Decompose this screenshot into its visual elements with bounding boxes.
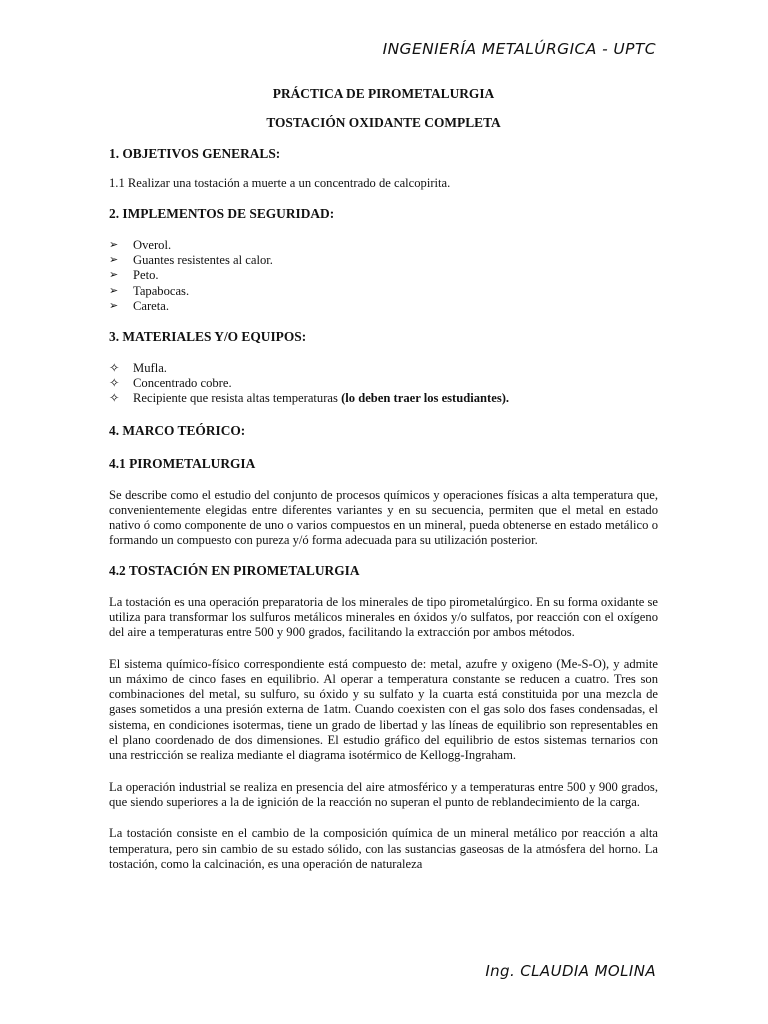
list-item bbox=[109, 238, 658, 253]
list-item-text: Recipiente que resista altas temperaturas bbox=[133, 391, 342, 406]
paragraph: La tostación consiste en el cambio de la composición química de un mineral metálico por reacción a alta temperatura, pero sin cambio de su estado sólido, con las sustancias gaseosas de la atmósfera del horno. La tostación, como la calcinación, es una operación de naturaleza bbox=[109, 826, 658, 871]
document-title: PRÁCTICA DE PIROMETALURGIA bbox=[272, 86, 495, 101]
running-footer: Ing. CLAUDIA MOLINA bbox=[485, 962, 656, 980]
section-heading-marco-teorico: 4. MARCO TEÓRICO: bbox=[109, 422, 246, 438]
document-subtitle: TOSTACIÓN OXIDANTE COMPLETA bbox=[266, 115, 501, 131]
list-item-text: Tapabocas. bbox=[133, 283, 190, 298]
list-item-text: Guantes resistentes al calor. bbox=[133, 253, 273, 268]
list-item bbox=[109, 268, 658, 283]
materiales-list bbox=[109, 361, 658, 407]
list-item bbox=[109, 253, 658, 268]
list-item-text: Concentrado cobre. bbox=[133, 376, 232, 391]
list-item bbox=[109, 361, 658, 376]
arrowhead-bullet-icon: ➢ bbox=[109, 284, 119, 297]
list-item bbox=[109, 376, 658, 391]
arrowhead-bullet-icon: ➢ bbox=[109, 299, 119, 312]
section-heading-pirometalurgia: 4.1 PIROMETALURGIA bbox=[109, 455, 256, 471]
seguridad-list bbox=[109, 238, 658, 314]
document-body bbox=[109, 86, 658, 872]
section-heading-materiales: 3. MATERIALES Y/O EQUIPOS: bbox=[109, 328, 307, 344]
section-heading-seguridad: 2. IMPLEMENTOS DE SEGURIDAD: bbox=[109, 205, 335, 221]
four-point-star-bullet-icon: ✧ bbox=[109, 376, 120, 391]
paragraph: El sistema químico-físico correspondiente está compuesto de: metal, azufre y oxigeno (Me-S-O), y admite un máximo de cinco fases en equilibrio. Al operar a temperatura constante se reducen a cuatro. Tres son combinaciones del metal, su sulfuro, su óxido y su sulfato y la cuarta está constituida por una mezcla de gases sometidos a una presión externa de 1atm. Cuando coexisten con el gas solo dos fases condensadas, el sistema, en condiciones isotermas, tiene un grado de libertad y las líneas de equilibrio son representables en el plano coordenado de dos dimensiones. El estudio gráfico del equilibrio de estos sistemas ternarios con una restricción se realiza mediante el diagrama isotérmico de Kellogg-Ingraham. bbox=[109, 656, 658, 763]
list-item-bold-note: (lo deben traer los estudiantes). bbox=[341, 391, 510, 406]
paragraph: Se describe como el estudio del conjunto de procesos químicos y operaciones físicas a alta temperatura que, convenientemente elegidas entre diferentes variantes y en su secuencia, permiten que el metal en estado nativo ó como componente de uno o varios compuestos en un mineral, pueda obtenerse en estado metálico o formando un compuesto con pureza y/ó forma adecuada para su utilización posterior. bbox=[109, 487, 658, 548]
arrowhead-bullet-icon: ➢ bbox=[109, 254, 119, 267]
paragraph: La operación industrial se realiza en presencia del aire atmosférico y a temperaturas entre 500 y 900 grados, que siendo superiores a la de ignición de la reacción no superan el punto de reblandecimiento de la carga. bbox=[109, 779, 658, 809]
section-heading-tostacion: 4.2 TOSTACIÓN EN PIROMETALURGIA bbox=[109, 562, 360, 578]
list-item bbox=[109, 299, 658, 314]
list-item bbox=[109, 391, 658, 406]
list-item bbox=[109, 284, 658, 299]
section-heading-objetivos: 1. OBJETIVOS GENERALS: bbox=[109, 145, 281, 161]
arrowhead-bullet-icon: ➢ bbox=[109, 269, 119, 282]
list-item-text: Mufla. bbox=[133, 360, 167, 375]
four-point-star-bullet-icon: ✧ bbox=[109, 360, 120, 375]
paragraph: La tostación es una operación preparatoria de los minerales de tipo pirometalúrgico. En su forma oxidante se utiliza para transformar los sulfuros metálicos minerales en óxidos y/o sulfatos, por reacción con el oxígeno del aire a temperaturas entre 500 y 900 grados, facilitando la extracción por ambos métodos. bbox=[109, 594, 658, 640]
list-item-text: Overol. bbox=[133, 237, 172, 252]
four-point-star-bullet-icon: ✧ bbox=[109, 391, 120, 406]
list-item-text: Careta. bbox=[133, 298, 170, 313]
running-header: INGENIERÍA METALÚRGICA - UPTC bbox=[382, 40, 656, 58]
list-item-text: Peto. bbox=[133, 268, 159, 283]
arrowhead-bullet-icon: ➢ bbox=[109, 238, 119, 251]
objetivo-text: 1.1 Realizar una tostación a muerte a un concentrado de calcopirita. bbox=[109, 175, 451, 190]
